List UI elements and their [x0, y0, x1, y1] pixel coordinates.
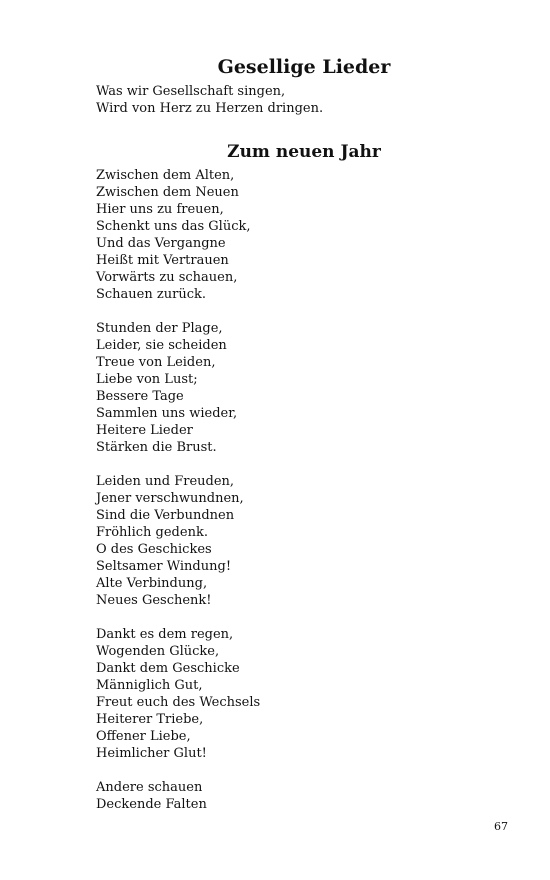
verse-line: Deckende Falten [96, 797, 207, 812]
verse-line: Sind die Verbundnen [96, 508, 235, 523]
verse-line: Heißt mit Vertrauen [96, 253, 229, 268]
section-title: Gesellige Lieder [217, 56, 391, 78]
verse-line: Dankt dem Geschicke [96, 661, 240, 676]
verse-line: Stunden der Plage, [96, 321, 223, 336]
verse-line: Jener verschwundnen, [96, 491, 244, 506]
verse-line: Heitere Lieder [96, 423, 193, 438]
verse-line: Sammlen uns wieder, [96, 406, 238, 421]
verse-line: Und das Vergangne [96, 236, 226, 251]
verse-line: Leiden und Freuden, [96, 474, 235, 489]
stanza-2 [96, 320, 260, 456]
stanza-5 [96, 779, 260, 813]
verse-line: Liebe von Lust; [96, 372, 198, 387]
verse-line: Zwischen dem Alten, [96, 168, 235, 183]
verse-line: Schauen zurück. [96, 287, 206, 302]
verse-line: Vorwärts zu schauen, [96, 270, 238, 285]
verse-line: Zwischen dem Neuen [96, 185, 239, 200]
stanza-1 [96, 167, 260, 303]
verse-line: Neues Geschenk! [96, 593, 212, 608]
verse-line: Stärken die Brust. [96, 440, 217, 455]
verse-line: Treue von Leiden, [96, 355, 216, 370]
verse-line: Seltsamer Windung! [96, 559, 232, 574]
verse-line: O des Geschickes [96, 542, 212, 557]
stanza-3 [96, 473, 260, 609]
poem-body [96, 167, 260, 830]
poem-title: Zum neuen Jahr [227, 142, 381, 162]
stanza-4 [96, 626, 260, 762]
verse-line: Hier uns zu freuen, [96, 202, 224, 217]
epigraph-line: Wird von Herz zu Herzen dringen. [96, 101, 324, 116]
verse-line: Heiterer Triebe, [96, 712, 204, 727]
verse-line: Dankt es dem regen, [96, 627, 234, 642]
verse-line: Andere schauen [96, 780, 203, 795]
verse-line: Alte Verbindung, [96, 576, 208, 591]
verse-line: Bessere Tage [96, 389, 184, 404]
verse-line: Freut euch des Wechsels [96, 695, 261, 710]
epigraph [96, 83, 323, 117]
verse-line: Offener Liebe, [96, 729, 191, 744]
verse-line: Schenkt uns das Glück, [96, 219, 251, 234]
verse-line: Männiglich Gut, [96, 678, 203, 693]
page-number: 67 [494, 820, 508, 833]
verse-line: Fröhlich gedenk. [96, 525, 208, 540]
verse-line: Heimlicher Glut! [96, 746, 207, 761]
epigraph-line: Was wir Gesellschaft singen, [96, 84, 286, 99]
verse-line: Wogenden Glücke, [96, 644, 220, 659]
verse-line: Leider, sie scheiden [96, 338, 227, 353]
